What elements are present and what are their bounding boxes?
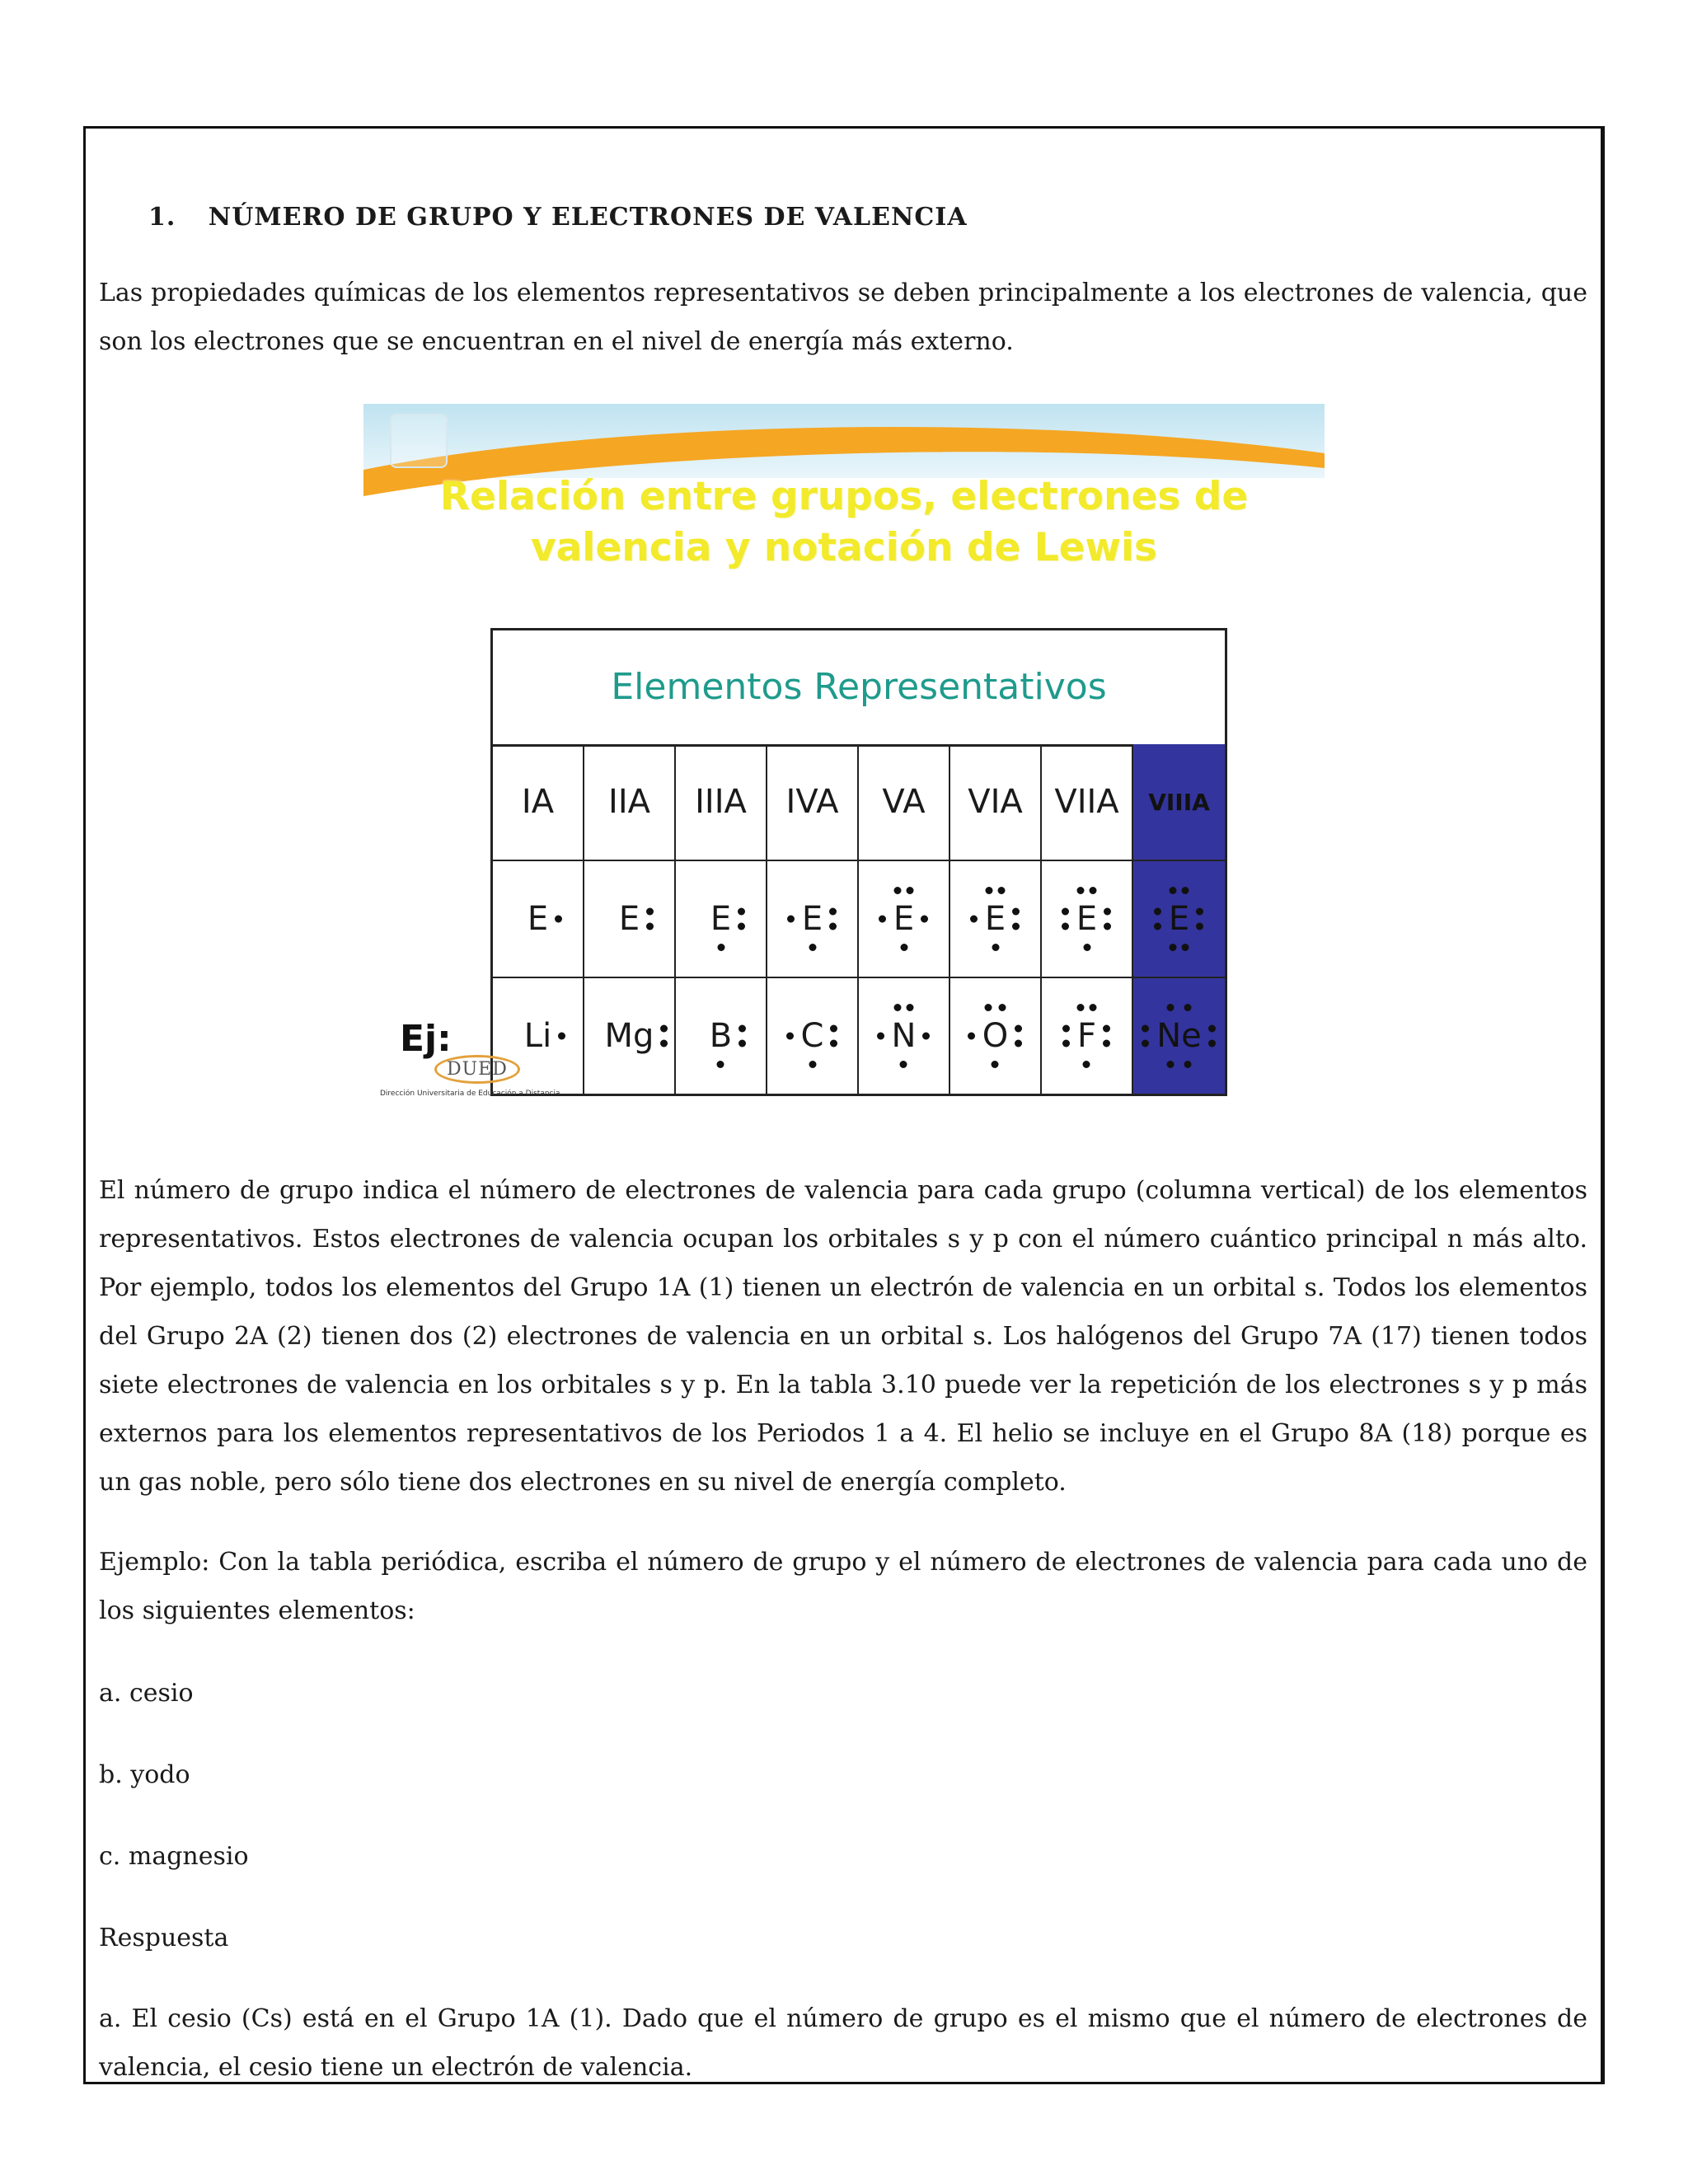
electron-dot: [1062, 1024, 1070, 1032]
electron-dot: [738, 923, 745, 930]
electron-dot: [900, 1061, 907, 1068]
electron-dot: [894, 887, 902, 894]
element-symbol: Mg: [604, 1017, 654, 1055]
element-symbol: E: [801, 900, 823, 938]
example-lewis-row: [493, 978, 1225, 1094]
electron-dot: [1166, 1061, 1174, 1068]
figure-logo-icon: [390, 414, 448, 468]
group-label: VA: [859, 744, 950, 860]
electron-dot: [830, 1024, 837, 1032]
lewis-cell: [859, 861, 950, 977]
element-symbol: E: [893, 900, 915, 938]
electron-dot: [900, 944, 907, 951]
lewis-cell: [1042, 861, 1133, 977]
element-symbol: E: [618, 900, 640, 938]
electron-dot: [555, 916, 562, 923]
lewis-table: [490, 628, 1227, 1096]
electron-dot: [1083, 1061, 1090, 1068]
electron-dot: [1062, 1040, 1070, 1047]
electron-dot: [893, 1004, 901, 1011]
list-item: b. yodo: [99, 1760, 190, 1789]
answer-paragraph: a. El cesio (Cs) está en el Grupo 1A (1). Dado que el número de grupo es el mismo que el número de electrones de valencia, el cesio tiene un electrón de valencia.: [99, 2004, 1587, 2082]
lewis-figure: [363, 404, 1325, 1113]
electron-dot: [1142, 1024, 1149, 1032]
electron-dot: [1208, 1040, 1216, 1047]
electron-dot: [660, 1040, 668, 1047]
electron-dot: [809, 1061, 816, 1068]
group-label: IIIA: [676, 744, 767, 860]
electron-dot: [717, 944, 724, 951]
figure-title-line-1: Relación entre grupos, electrones de: [439, 474, 1249, 519]
electron-dot: [829, 907, 837, 915]
electron-dot: [1181, 944, 1189, 951]
electron-dot: [1170, 944, 1177, 951]
section-title: NÚMERO DE GRUPO Y ELECTRONES DE VALENCIA: [208, 203, 968, 232]
lewis-cell: [584, 861, 676, 977]
element-symbol: O: [982, 1017, 1009, 1055]
electron-dot: [1083, 944, 1090, 951]
electron-dot: [1077, 887, 1085, 894]
electron-dot: [1166, 1004, 1174, 1011]
lewis-cell: [1042, 978, 1133, 1094]
list-item: a. cesio: [99, 1679, 194, 1708]
electron-dot: [970, 916, 978, 923]
electron-dot: [1089, 1004, 1096, 1011]
lewis-cell: [767, 978, 859, 1094]
electron-dot: [660, 1024, 668, 1032]
electron-dot: [1184, 1061, 1192, 1068]
electron-dot: [1103, 1024, 1110, 1032]
intro-paragraph: Las propiedades químicas de los elementos representativos se deben principalmente a los electrones de valencia, que son los electrones que se encuentran en el nivel de energía más externo.: [99, 279, 1587, 356]
group-label: IVA: [767, 744, 859, 860]
electron-dot: [877, 1033, 884, 1040]
electron-dot: [787, 916, 795, 923]
electron-dot: [738, 907, 745, 915]
group-label: IIA: [584, 744, 676, 860]
electron-dot: [738, 1024, 746, 1032]
electron-dot: [1154, 907, 1161, 915]
electron-dot: [907, 1004, 914, 1011]
electron-dot: [1142, 1040, 1149, 1047]
answer-label: Respuesta: [99, 1924, 229, 1952]
element-symbol: N: [891, 1017, 917, 1055]
electron-dot: [738, 1040, 746, 1047]
electron-dot: [1103, 1040, 1110, 1047]
table-header: Elementos Representativos: [493, 630, 1225, 747]
lewis-cell: [950, 978, 1042, 1094]
body-paragraph: El número de grupo indica el número de electrones de valencia para cada grupo (columna vertical) de los elementos representativos. Estos electrones de valencia ocupan los orbitales s y p con el número cuántico principal n más alto. Por ejemplo, todos los elementos del Grupo 1A (1) tienen un electrón de valencia en un orbital s. Todos los elementos del Grupo 2A (2) tienen dos (2) electrones de valencia en un orbital s. Los halógenos del Grupo 7A (17) tienen todos siete electrones de valencia en los orbitales s y p. En la tabla 3.10 puede ver la repetición de los electrones s y p más externos para los elementos representativos de los Periodos 1 a 4. El helio se incluye en el Grupo 8A (18) porque es un gas noble, pero sólo tiene dos electrones en su nivel de energía completo.: [99, 1176, 1587, 1497]
electron-dot: [1012, 923, 1020, 930]
lewis-cell: [493, 861, 584, 977]
group-label: IA: [493, 744, 584, 860]
electron-dot: [1104, 907, 1111, 915]
list-item: c. magnesio: [99, 1842, 249, 1871]
electron-dot: [879, 916, 886, 923]
electron-dot: [986, 887, 993, 894]
lewis-cell: [950, 861, 1042, 977]
electron-dot: [1089, 887, 1096, 894]
section-heading: [148, 203, 968, 232]
element-symbol: E: [527, 900, 549, 938]
dued-logo: DUED: [434, 1055, 520, 1084]
electron-dot: [1012, 907, 1020, 915]
electron-dot: [830, 1040, 837, 1047]
figure-title: [363, 471, 1325, 574]
element-symbol: F: [1076, 1017, 1096, 1055]
element-symbol: C: [800, 1017, 824, 1055]
example-paragraph: Ejemplo: Con la tabla periódica, escriba el número de grupo y el número de electrones de valencia para cada uno de los siguientes elementos:: [99, 1548, 1587, 1625]
electron-dot: [968, 1033, 975, 1040]
electron-dot: [1196, 907, 1203, 915]
element-symbol: E: [1168, 900, 1190, 938]
electron-dot: [1015, 1024, 1022, 1032]
lewis-cell: [1133, 978, 1225, 1094]
lewis-cell: [676, 861, 767, 977]
group-label: VIA: [950, 744, 1042, 860]
element-symbol: Li: [523, 1017, 552, 1055]
element-symbol: E: [984, 900, 1006, 938]
electron-dot: [646, 907, 654, 915]
example-label: Ej:: [400, 1018, 452, 1060]
lewis-cell: [584, 978, 676, 1094]
element-symbol: E: [1076, 900, 1098, 938]
electron-dot: [717, 1061, 724, 1068]
element-symbol: Ne: [1156, 1017, 1202, 1055]
electron-dot: [921, 916, 928, 923]
electron-dot: [1181, 887, 1189, 894]
electron-dot: [1015, 1040, 1022, 1047]
electron-dot: [786, 1033, 794, 1040]
generic-lewis-row: [493, 861, 1225, 978]
groups-row: [493, 744, 1225, 861]
electron-dot: [1184, 1004, 1192, 1011]
electron-dot: [985, 1004, 992, 1011]
electron-dot: [1062, 907, 1069, 915]
dued-caption: Dirección Universitaria de Educación a Distancia: [380, 1090, 560, 1098]
group-label: VIIA: [1042, 744, 1133, 860]
electron-dot: [829, 923, 837, 930]
electron-dot: [1208, 1024, 1216, 1032]
electron-dot: [1196, 923, 1203, 930]
lewis-cell: [859, 978, 950, 1094]
electron-dot: [922, 1033, 930, 1040]
electron-dot: [1062, 923, 1069, 930]
figure-title-line-2: valencia y notación de Lewis: [530, 525, 1158, 570]
electron-dot: [1104, 923, 1111, 930]
lewis-cell: [676, 978, 767, 1094]
lewis-cell: [1133, 861, 1225, 977]
element-symbol: B: [709, 1017, 733, 1055]
electron-dot: [558, 1033, 565, 1040]
electron-dot: [992, 1061, 999, 1068]
electron-dot: [1077, 1004, 1085, 1011]
electron-dot: [998, 1004, 1006, 1011]
electron-dot: [1170, 887, 1177, 894]
electron-dot: [992, 944, 999, 951]
lewis-cell: [767, 861, 859, 977]
electron-dot: [1154, 923, 1161, 930]
electron-dot: [809, 944, 816, 951]
section-number: 1.: [148, 203, 176, 232]
electron-dot: [997, 887, 1005, 894]
group-label: VIIIA: [1133, 744, 1225, 860]
electron-dot: [906, 887, 913, 894]
electron-dot: [646, 923, 654, 930]
element-symbol: E: [710, 900, 732, 938]
